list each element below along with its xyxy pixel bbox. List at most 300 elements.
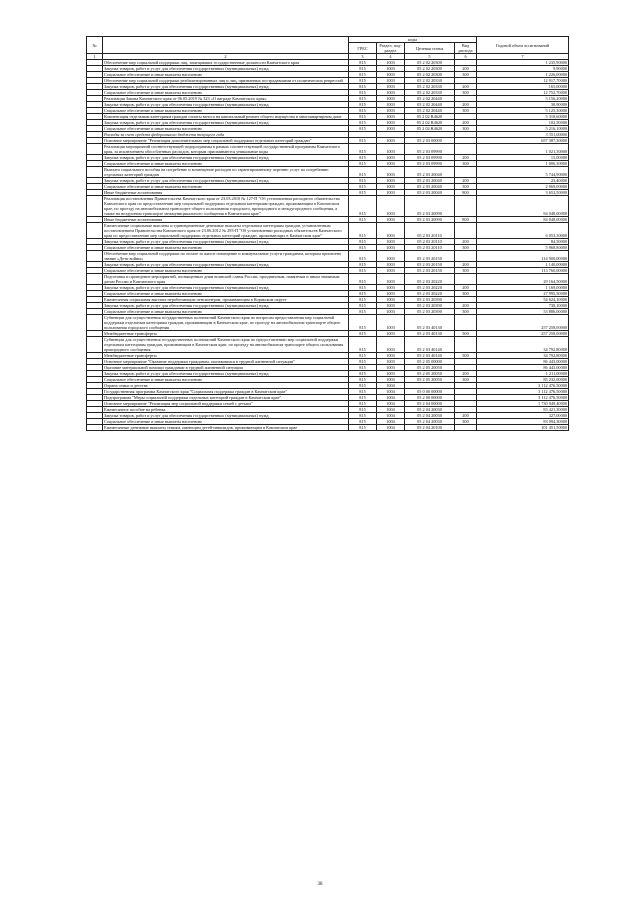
cell-grbs: 815 [349, 359, 377, 365]
cell-target: 05 2 03 20090 [405, 217, 455, 223]
cell-section: 1003 [377, 102, 405, 108]
cell-name: Закупка товаров, работ и услуг для обеспечения государственных (муниципальных) нужд [103, 120, 349, 126]
cell-name: Реализация Закона Камчатского края от 06.05.2019 № 323 «О награде Камчатского края» [103, 96, 349, 102]
cell-grbs: 815 [349, 196, 377, 217]
cell-grbs: 815 [349, 155, 377, 161]
cell-name: Подготовка и проведение мероприятий, посвященных дням воинской славы России, праздничным, памятным и иным значимым датам России и Камчатского края [103, 274, 349, 285]
cell-target: 05 2 04 20100 [405, 425, 455, 431]
cell-vid [455, 223, 477, 239]
cell-amount: 3 112 476,50000 [477, 395, 569, 401]
cell-name: Государственная программа Камчатского края "Социальная поддержка граждан в Камчатском крае" [103, 389, 349, 395]
cell-grbs: 815 [349, 96, 377, 102]
table-row [87, 337, 569, 353]
cell-target: 05 0 00 00000 [405, 389, 455, 395]
cell-amount: 5 744,90000 [477, 167, 569, 178]
cell-grbs: 815 [349, 413, 377, 419]
cell-name: Основное мероприятие "Реализация дополнительных мер социальной поддержки отдельных категорий граждан" [103, 138, 349, 144]
cell-amount: 257 258,00000 [477, 331, 569, 337]
header-row-top [87, 37, 569, 43]
cell-amount: 327,00000 [477, 413, 569, 419]
cell-no [87, 251, 103, 262]
cell-amount: 6 053,30000 [477, 223, 569, 239]
cell-target: 05 2 02 R4620 [405, 120, 455, 126]
cell-name: Закупка товаров, работ и услуг для обеспечения государственных (муниципальных) нужд [103, 413, 349, 419]
cell-grbs: 815 [349, 161, 377, 167]
cell-grbs: 815 [349, 425, 377, 431]
cell-section: 1003 [377, 155, 405, 161]
col-name-header [103, 37, 349, 54]
cell-target: 05 2 03 09990 [405, 155, 455, 161]
cell-grbs: 815 [349, 268, 377, 274]
cell-target: 05 2 03 20040 [405, 167, 455, 178]
cell-target: 05 2 03 20390 [405, 297, 455, 303]
cell-name: Социальное обеспечение и иные выплаты населению [103, 108, 349, 114]
cell-name: Социальное обеспечение и иные выплаты населению [103, 268, 349, 274]
cell-section: 1003 [377, 268, 405, 274]
table-body [87, 60, 569, 431]
cell-amount: 165,00000 [477, 84, 569, 90]
cell-target: 05 2 03 20150 [405, 251, 455, 262]
cell-section: 1004 [377, 419, 405, 425]
cell-vid: 300 [455, 245, 477, 251]
cell-name: Иные бюджетные ассигнования [103, 217, 349, 223]
cell-target: 05 2 04 20030 [405, 407, 455, 413]
cell-amount: 53 886,00000 [477, 309, 569, 315]
cell-section: 1003 [377, 144, 405, 155]
cell-target: 05 2 03 20040 [405, 190, 455, 196]
cell-grbs: 815 [349, 337, 377, 353]
cell-section: 1003 [377, 291, 405, 297]
cell-target: 05 2 02 20300 [405, 60, 455, 66]
cell-section: 1004 [377, 395, 405, 401]
cell-amount: 34 792,80000 [477, 337, 569, 353]
cell-section: 1003 [377, 84, 405, 90]
cell-target: 05 2 04 20030 [405, 413, 455, 419]
cell-name: Субвенции для осуществления государственных полномочий Камчатского края по предоставлению мер социальной поддержки отдельным категориям граждан, проживающим в Камчатском крае, по проезду на автомобильном транспорте общего пользования пригородного сообщения [103, 337, 349, 353]
cell-name: Реализация постановления Правительства Камчатского края от 23.03.2010 № 127-П "Об установлении расходного обязательства Камчатского края по предоставлению мер социальной поддержки отдельным категориям граждан, проживающим в Камчатском крае, по проезду на автомобильном транспорте общего пользования городского, пригородного и междугородного сообщения, а также на воздушном транспорте межмуниципального сообщения в Камчатском крае" [103, 196, 349, 217]
cell-section: 1003 [377, 120, 405, 126]
cell-target: 05 2 03 20220 [405, 274, 455, 285]
cell-vid: 300 [455, 184, 477, 190]
codes-header: коды [349, 37, 477, 43]
cell-target: 05 2 02 20330 [405, 84, 455, 90]
table-row [87, 274, 569, 285]
cell-name: Социальное обеспечение и иные выплаты населению [103, 377, 349, 383]
cell-vid: 200 [455, 285, 477, 291]
cell-grbs: 815 [349, 114, 377, 120]
cell-name: Обеспечение мер социальной поддержки по оплате за жилое помещение и коммунальные услуги гражданам, которым присвоено звание «Дети войны» [103, 251, 349, 262]
budget-table [86, 36, 569, 431]
cell-grbs: 815 [349, 315, 377, 331]
cell-amount: 1 226,00000 [477, 72, 569, 78]
cell-grbs: 815 [349, 66, 377, 72]
cell-vid [455, 144, 477, 155]
cell-target: 05 2 03 20150 [405, 268, 455, 274]
cell-target: 05 2 03 40140 [405, 353, 455, 359]
cell-section: 1003 [377, 251, 405, 262]
cell-name: Ежемесячная социальная выплата неработающим пенсионерам, проживающим в Корякском округе [103, 297, 349, 303]
cell-grbs: 815 [349, 90, 377, 96]
cell-grbs: 815 [349, 285, 377, 291]
table-row [87, 223, 569, 239]
cell-vid: 300 [455, 108, 477, 114]
cell-no [87, 274, 103, 285]
cell-amount: 738,10000 [477, 303, 569, 309]
cell-section: 1003 [377, 114, 405, 120]
cell-section: 1004 [377, 389, 405, 395]
cell-section: 1004 [377, 413, 405, 419]
cell-section: 1003 [377, 239, 405, 245]
cell-amount: 27 995,50000 [477, 291, 569, 297]
cell-target: 05 2 03 20390 [405, 309, 455, 315]
cell-target: 05 2 03 20220 [405, 285, 455, 291]
cell-grbs: 815 [349, 144, 377, 155]
cell-amount: 1 169,00000 [477, 285, 569, 291]
cell-name: Охрана семьи и детства [103, 383, 349, 389]
cell-name: Социальное обеспечение и иные выплаты населению [103, 90, 349, 96]
cell-section: 1003 [377, 126, 405, 132]
cell-grbs: 815 [349, 223, 377, 239]
cell-name: Компенсация отдельным категориям граждан оплаты взноса на капитальный ремонт общего имущества в многоквартирном доме [103, 114, 349, 120]
cell-grbs: 815 [349, 401, 377, 407]
cell-target: 05 2 02 20330 [405, 78, 455, 84]
cell-name: Субвенции для осуществления государственных полномочий Камчатского края по вопросам предоставления мер социальной поддержки отдельным категориям граждан, проживающим в Камчатском крае, по проезду на автомобильном транспорте общего пользования городского сообщения [103, 315, 349, 331]
cell-vid: 300 [455, 377, 477, 383]
cell-vid: 800 [455, 217, 477, 223]
table-row [87, 425, 569, 431]
cell-name: Закупка товаров, работ и услуг для обеспечения государственных (муниципальных) нужд [103, 303, 349, 309]
col-no-header: № [87, 37, 103, 54]
cell-section: 1003 [377, 377, 405, 383]
cell-grbs: 815 [349, 102, 377, 108]
cell-section: 1003 [377, 223, 405, 239]
cell-grbs: 815 [349, 383, 377, 389]
cell-no [87, 167, 103, 178]
cell-amount: 85 232,00000 [477, 377, 569, 383]
cell-amount: 86 443,00000 [477, 359, 569, 365]
cell-section: 1004 [377, 401, 405, 407]
cell-grbs: 815 [349, 262, 377, 268]
cell-grbs: 815 [349, 178, 377, 184]
col-target-header: Целевая статья [405, 43, 455, 54]
cell-section: 1003 [377, 274, 405, 285]
cell-grbs: 815 [349, 353, 377, 359]
cell-vid: 200 [455, 66, 477, 72]
cell-no [87, 144, 103, 155]
col-vid-header: Вид расхода [455, 43, 477, 54]
cell-vid [455, 196, 477, 217]
cell-section: 1004 [377, 425, 405, 431]
cell-grbs: 815 [349, 167, 377, 178]
cell-name: Закупка товаров, работ и услуг для обеспечения государственных (муниципальных) нужд [103, 239, 349, 245]
cell-section: 1004 [377, 407, 405, 413]
cell-section: 1003 [377, 184, 405, 190]
cell-grbs: 815 [349, 371, 377, 377]
cell-vid [455, 337, 477, 353]
cell-name: Закупка товаров, работ и услуг для обеспечения государственных (муниципальных) нужд [103, 84, 349, 90]
cell-target: 05 2 02 R4620 [405, 126, 455, 132]
cell-target: 05 2 03 20150 [405, 262, 455, 268]
cell-target: 05 2 03 00000 [405, 138, 455, 144]
cell-grbs: 815 [349, 303, 377, 309]
cell-grbs: 815 [349, 217, 377, 223]
cell-amount: 2 069,00000 [477, 184, 569, 190]
cell-amount: 3 112 476,50000 [477, 383, 569, 389]
cell-grbs: 815 [349, 120, 377, 126]
cell-section: 1003 [377, 108, 405, 114]
cell-amount: 5 156,20000 [477, 96, 569, 102]
col-num-6: 6 [455, 54, 477, 60]
cell-name: Закупка товаров, работ и услуг для обеспечения государственных (муниципальных) нужд [103, 155, 349, 161]
cell-name: Обеспечение мер социальной поддержки лиц, замещавших государственные должности Камчатского края [103, 60, 349, 66]
cell-amount: 257 258,00000 [477, 315, 569, 331]
table-row [87, 144, 569, 155]
cell-section: 1003 [377, 303, 405, 309]
cell-section: 1003 [377, 96, 405, 102]
cell-name: Социальное обеспечение и иные выплаты населению [103, 72, 349, 78]
cell-target: 05 2 03 40130 [405, 331, 455, 337]
cell-target: 05 2 03 20040 [405, 184, 455, 190]
cell-section: 1003 [377, 217, 405, 223]
cell-target: 05 2 05 00000 [405, 359, 455, 365]
cell-amount: 3 652,50000 [477, 190, 569, 196]
cell-vid: 200 [455, 303, 477, 309]
cell-target: 05 2 02 20330 [405, 90, 455, 96]
cell-amount: 1 021,30000 [477, 144, 569, 155]
cell-target: 05 2 02 20440 [405, 96, 455, 102]
col-num-7: 7 [477, 54, 569, 60]
cell-grbs: 815 [349, 60, 377, 66]
cell-target: 05 2 03 20040 [405, 178, 455, 184]
cell-name: Межбюджетные трансферты [103, 353, 349, 359]
cell-name: Закупка товаров, работ и услуг для обеспечения государственных (муниципальных) нужд [103, 66, 349, 72]
cell-section: 1003 [377, 90, 405, 96]
cell-grbs: 815 [349, 377, 377, 383]
cell-name: Закупка товаров, работ и услуг для обеспечения государственных (муниципальных) нужд [103, 178, 349, 184]
cell-vid: 200 [455, 155, 477, 161]
cell-amount: 1 211,00000 [477, 371, 569, 377]
cell-target: 05 2 03 09990 [405, 144, 455, 155]
cell-name: Социальное обеспечение и иные выплаты населению [103, 161, 349, 167]
col-grbs-header: ГРБС [349, 43, 377, 54]
cell-target: 05 2 03 40130 [405, 315, 455, 331]
cell-amount: 34 792,80000 [477, 353, 569, 359]
cell-no [87, 337, 103, 353]
cell-amount: 1 006,30000 [477, 161, 569, 167]
cell-vid: 300 [455, 309, 477, 315]
cell-amount: 84 048,00000 [477, 217, 569, 223]
cell-amount: 5 216,10000 [477, 126, 569, 132]
cell-name: Реализация мероприятий соответствующей подпрограммы в рамках соответствующей государственной программы Камчатского края, за исключением обособленных расходов, которым присваиваются уникальные коды [103, 144, 349, 155]
cell-section: 1003 [377, 66, 405, 72]
cell-vid [455, 251, 477, 262]
cell-vid: 200 [455, 413, 477, 419]
cell-vid: 300 [455, 126, 477, 132]
cell-target: 05 2 05 20050 [405, 365, 455, 371]
cell-vid [455, 167, 477, 178]
cell-amount: 23,40000 [477, 178, 569, 184]
cell-name: Выплата социального пособия на погребение и возмещение расходов по гарантированному перечню услуг по погребению отдельных категорий граждан [103, 167, 349, 178]
cell-amount: 102,50000 [477, 120, 569, 126]
cell-name: Социальное обеспечение и иные выплаты населению [103, 419, 349, 425]
table-row [87, 315, 569, 331]
cell-grbs: 815 [349, 407, 377, 413]
cell-vid: 200 [455, 120, 477, 126]
cell-section: 1003 [377, 245, 405, 251]
cell-name: Подпрограмма "Меры социальной поддержки отдельных категорий граждан в Камчатском крае" [103, 395, 349, 401]
cell-name: Закупка товаров, работ и услуг для обеспечения государственных (муниципальных) нужд [103, 285, 349, 291]
cell-amount: 1 140,00000 [477, 262, 569, 268]
table-row [87, 196, 569, 217]
col-num-2: 2 [103, 54, 349, 60]
cell-vid: 200 [455, 239, 477, 245]
cell-section: 1003 [377, 365, 405, 371]
cell-section: 1003 [377, 331, 405, 337]
cell-amount: 30,90000 [477, 102, 569, 108]
cell-grbs: 815 [349, 239, 377, 245]
cell-target: 05 2 03 20110 [405, 245, 455, 251]
cell-amount: 83 094,30000 [477, 419, 569, 425]
cell-name: Оказание материальной помощи гражданам в трудной жизненной ситуации [103, 365, 349, 371]
cell-grbs: 815 [349, 297, 377, 303]
cell-amount: 101 451,50000 [477, 425, 569, 431]
cell-grbs: 815 [349, 78, 377, 84]
cell-amount: 657 387,30000 [477, 138, 569, 144]
table-row [87, 251, 569, 262]
cell-section: 1003 [377, 78, 405, 84]
cell-section: 1003 [377, 196, 405, 217]
cell-vid: 500 [455, 353, 477, 359]
cell-vid: 200 [455, 84, 477, 90]
cell-section: 1003 [377, 72, 405, 78]
cell-grbs: 815 [349, 184, 377, 190]
cell-amount: 9,90000 [477, 66, 569, 72]
cell-vid: 500 [455, 331, 477, 337]
cell-section: 1003 [377, 353, 405, 359]
cell-no [87, 315, 103, 331]
cell-grbs: 815 [349, 395, 377, 401]
cell-target: 05 2 03 40140 [405, 337, 455, 353]
cell-vid: 300 [455, 268, 477, 274]
cell-target: 05 2 05 20050 [405, 371, 455, 377]
cell-vid: 200 [455, 102, 477, 108]
cell-no [87, 425, 103, 431]
cell-name: Социальное обеспечение и иные выплаты населению [103, 245, 349, 251]
cell-vid: 800 [455, 190, 477, 196]
cell-name: Основное мероприятие "Реализация мер социальной поддержки семей с детьми" [103, 401, 349, 407]
cell-section: 1003 [377, 167, 405, 178]
cell-name: Социальное обеспечение и иные выплаты населению [103, 184, 349, 190]
cell-vid: 200 [455, 178, 477, 184]
cell-amount: 84 048,00000 [477, 196, 569, 217]
cell-grbs: 815 [349, 84, 377, 90]
cell-vid: 300 [455, 291, 477, 297]
cell-section: 1003 [377, 315, 405, 331]
col-section-header: Раздел, под-раздел [377, 43, 405, 54]
col-num-4: 4 [377, 54, 405, 60]
cell-name: Закупка товаров, работ и услуг для обеспечения государственных (муниципальных) нужд [103, 262, 349, 268]
cell-section: 1003 [377, 262, 405, 268]
cell-section: 1003 [377, 138, 405, 144]
col-amount-header: Годовой объем ассигнований [477, 37, 569, 54]
cell-section: 1003 [377, 190, 405, 196]
cell-vid: 200 [455, 262, 477, 268]
cell-section: 1003 [377, 371, 405, 377]
cell-grbs: 815 [349, 274, 377, 285]
cell-vid: 200 [455, 371, 477, 377]
col-num-5: 5 [405, 54, 455, 60]
cell-grbs: 815 [349, 138, 377, 144]
cell-grbs: 815 [349, 245, 377, 251]
cell-target: 05 2 03 20110 [405, 223, 455, 239]
cell-section: 1003 [377, 309, 405, 315]
cell-target: 05 2 04 20030 [405, 419, 455, 425]
cell-vid [455, 274, 477, 285]
cell-name: Социальное обеспечение и иные выплаты населению [103, 309, 349, 315]
cell-grbs: 815 [349, 72, 377, 78]
cell-amount: 12 752,70000 [477, 90, 569, 96]
cell-grbs: 815 [349, 419, 377, 425]
cell-grbs: 815 [349, 389, 377, 395]
cell-section: 1003 [377, 337, 405, 353]
cell-amount: 5 318,60000 [477, 114, 569, 120]
cell-target: 05 2 03 09990 [405, 161, 455, 167]
cell-name: Ежемесячные социальные выплаты и единовременные денежные выплаты отдельным категориям граждан, установленным постановлением Правительства Камчатского края от 23.06.2012 № 293-П "Об установлении расходных обязательств Камчатского края по предоставлению мер социальной поддержки отдельных категорий граждан, проживающих в Камчатском крае" [103, 223, 349, 239]
cell-name: Расходы за счет средств федерального бюджета текущего года [103, 132, 349, 138]
cell-amount: 5 968,80000 [477, 245, 569, 251]
cell-amount: 15,00000 [477, 155, 569, 161]
cell-name: Закупка товаров, работ и услуг для обеспечения государственных (муниципальных) нужд [103, 102, 349, 108]
cell-grbs: 815 [349, 251, 377, 262]
table-row [87, 167, 569, 178]
cell-section: 1003 [377, 285, 405, 291]
cell-section: 1003 [377, 359, 405, 365]
cell-name: Социальное обеспечение и иные выплаты населению [103, 126, 349, 132]
cell-amount: 1 235,90000 [477, 60, 569, 66]
cell-name: Ежемесячное пособие на ребенка [103, 407, 349, 413]
cell-name: Ежемесячные денежные выплаты семьям, имеющим детей-инвалидов, проживающим в Камчатском крае [103, 425, 349, 431]
cell-target: 05 2 02 20440 [405, 108, 455, 114]
cell-vid: 300 [455, 419, 477, 425]
cell-name: Межбюджетные трансферты [103, 331, 349, 337]
cell-section: 1003 [377, 161, 405, 167]
cell-target: 05 2 02 20300 [405, 66, 455, 72]
cell-section: 1004 [377, 383, 405, 389]
cell-name: Иные бюджетные ассигнования [103, 190, 349, 196]
cell-target: 05 2 00 00000 [405, 395, 455, 401]
cell-no [87, 196, 103, 217]
cell-amount: 12 917,70000 [477, 78, 569, 84]
col-num-1: 1 [87, 54, 103, 60]
cell-grbs: 815 [349, 126, 377, 132]
page-number: 38 [317, 882, 323, 887]
cell-grbs: 815 [349, 291, 377, 297]
cell-grbs: 815 [349, 365, 377, 371]
cell-target: 05 2 02 20300 [405, 72, 455, 78]
cell-no [87, 223, 103, 239]
cell-vid: 300 [455, 90, 477, 96]
cell-target: 05 2 02 20440 [405, 102, 455, 108]
cell-name: Основное мероприятие "Оказание поддержки гражданам, оказавшимся в трудной жизненной ситуации" [103, 359, 349, 365]
cell-vid: 300 [455, 161, 477, 167]
cell-name: Обеспечение мер социальной поддержки реабилитированных лиц и лиц, признанных пострадавшими от политических репрессий [103, 78, 349, 84]
cell-target: 05 2 03 20220 [405, 291, 455, 297]
cell-section: 1003 [377, 178, 405, 184]
cell-target: 05 2 03 20090 [405, 196, 455, 217]
col-num-3: 3 [349, 54, 377, 60]
cell-amount: 114 900,00000 [477, 251, 569, 262]
cell-target: 05 2 05 20050 [405, 377, 455, 383]
